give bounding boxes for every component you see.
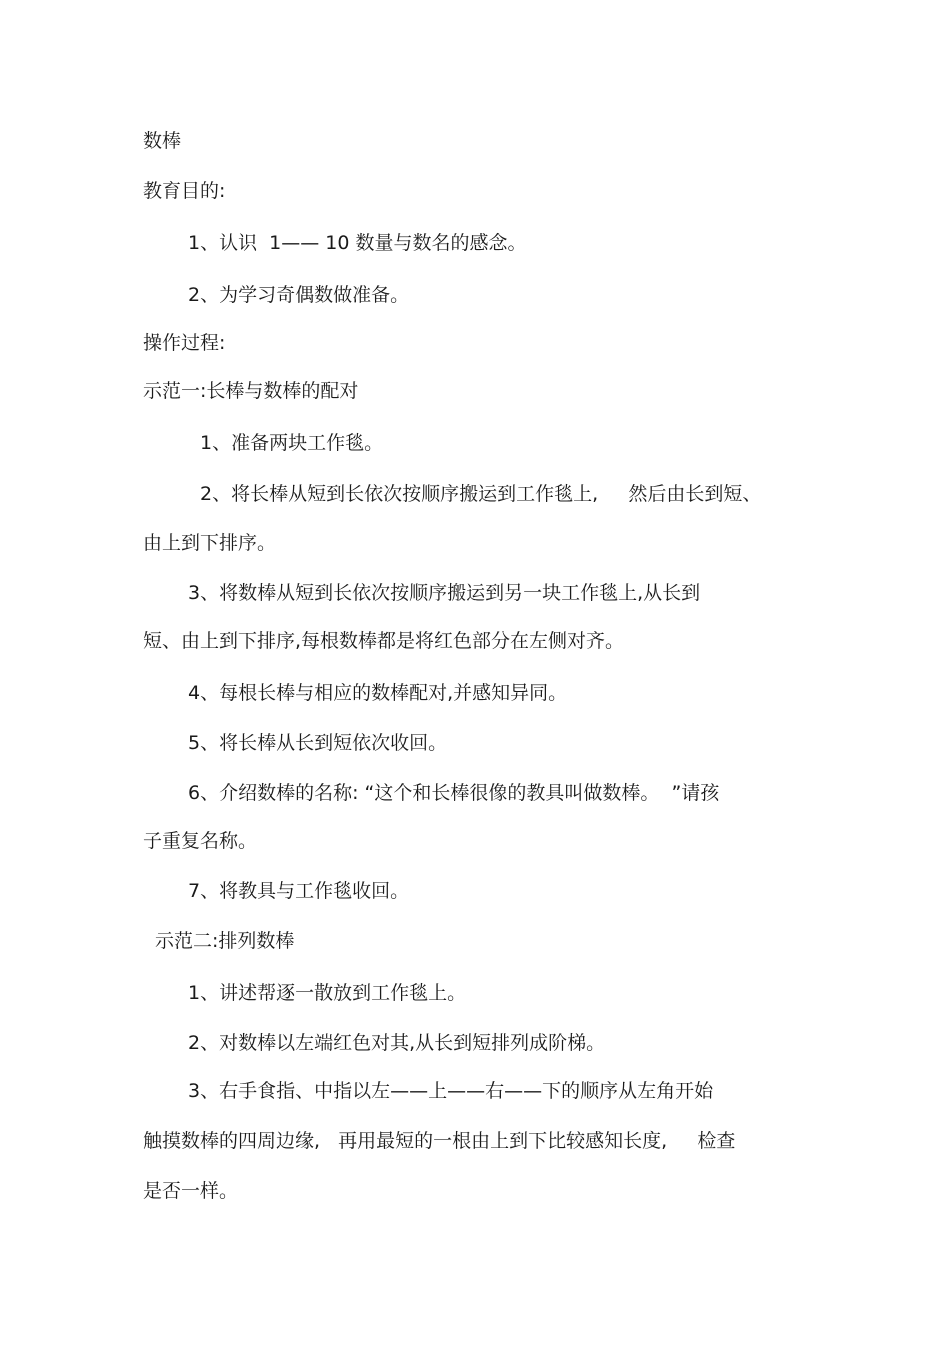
section-heading-procedure: 操作过程: [143, 332, 226, 354]
demo-1-step-2-cont: 由上到下排序。 [143, 532, 277, 554]
demo-2-step-1: 1、讲述帮逐一散放到工作毯上。 [188, 982, 467, 1004]
demo-2-step-3-cont: 触摸数棒的四周边缘, 再用最短的一根由上到下比较感知长度, 检查 [143, 1130, 736, 1152]
demo-1-step-1: 1、准备两块工作毯。 [200, 432, 384, 454]
demo-1-step-4: 4、每根长棒与相应的数棒配对,并感知异同。 [188, 682, 568, 704]
demo-2-step-2: 2、对数棒以左端红色对其,从长到短排列成阶梯。 [188, 1032, 606, 1054]
demo-1-step-6: 6、介绍数棒的名称: “这个和长棒很像的教具叫做数棒。 ”请孩 [188, 782, 720, 804]
section-heading-education-goal: 教育目的: [143, 180, 226, 202]
demo-1-step-3-cont: 短、由上到下排序,每根数棒都是将红色部分在左侧对齐。 [143, 630, 625, 652]
demo-1-heading: 示范一:长棒与数棒的配对 [143, 380, 359, 402]
goal-item-1: 1、认识 1—— 10 数量与数名的感念。 [188, 232, 527, 254]
demo-1-step-2: 2、将长棒从短到长依次按顺序搬运到工作毯上, 然后由长到短、 [200, 483, 762, 505]
demo-1-step-7: 7、将教具与工作毯收回。 [188, 880, 410, 902]
demo-2-step-3-end: 是否一样。 [143, 1180, 239, 1202]
demo-1-step-6-cont: 子重复名称。 [143, 830, 258, 852]
document-title: 数棒 [143, 130, 182, 152]
demo-1-step-3: 3、将数棒从短到长依次按顺序搬运到另一块工作毯上,从长到 [188, 582, 701, 604]
demo-2-heading: 示范二:排列数棒 [155, 930, 295, 952]
goal-item-2: 2、为学习奇偶数做准备。 [188, 284, 410, 306]
demo-1-step-5: 5、将长棒从长到短依次收回。 [188, 732, 448, 754]
demo-2-step-3: 3、右手食指、中指以左——上——右——下的顺序从左角开始 [188, 1080, 714, 1102]
